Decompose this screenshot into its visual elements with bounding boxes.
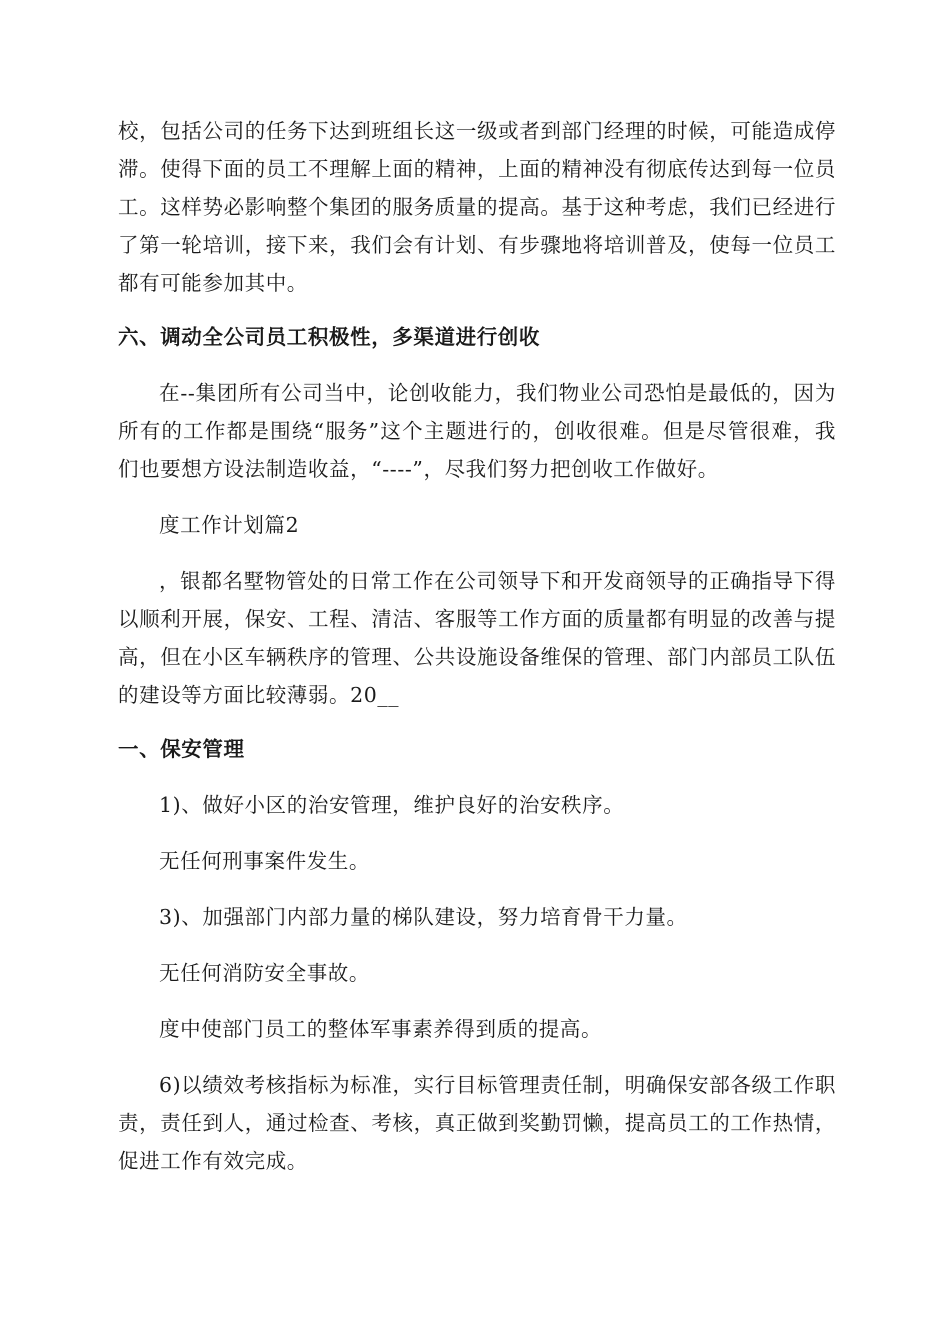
paragraph-summary: ，银都名墅物管处的日常工作在公司领导下和开发商领导的正确指导下得以顺利开展，保安、工程、清洁、客服等工作方面的质量都有明显的改善与提高，但在小区车辆秩序的管理、公共设施设备维保的管理、部门内部员工队伍的建设等方面比较薄弱。20__ xyxy=(118,569,836,707)
paragraph-revenue: 在--集团所有公司当中，论创收能力，我们物业公司恐怕是最低的，因为所有的工作都是围绕“服务”这个主题进行的，创收很难。但是尽管很难，我们也要想方设法制造收益，“----”，尽我们努力把创收工作做好。 xyxy=(118,381,836,481)
list-item-military-quality: 度中使部门员工的整体军事素养得到质的提高。 xyxy=(159,1017,603,1041)
list-item-no-criminal-case: 无任何刑事案件发生。 xyxy=(159,849,370,873)
list-item-1: 1)、做好小区的治安管理，维护良好的治安秩序。 xyxy=(159,793,625,817)
document-body xyxy=(118,112,836,1180)
list-item-6: 6)以绩效考核指标为标准，实行目标管理责任制，明确保安部各级工作职责，责任到人，通过检查、考核，真正做到奖勤罚懒，提高员工的工作热情，促进工作有效完成。 xyxy=(118,1073,836,1173)
section-heading-security: 一、保安管理 xyxy=(118,737,245,761)
section-heading-six: 六、调动全公司员工积极性，多渠道进行创收 xyxy=(118,325,540,349)
paragraph-training-continued: 校，包括公司的任务下达到班组长这一级或者到部门经理的时候，可能造成停滞。使得下面的员工不理解上面的精神，上面的精神没有彻底传达到每一位员工。这样势必影响整个集团的服务质量的提高。基于这种考虑，我们已经进行了第一轮培训，接下来，我们会有计划、有步骤地将培训普及，使每一位员工都有可能参加其中。 xyxy=(118,119,836,295)
plan-title: 度工作计划篇2 xyxy=(159,513,300,537)
list-item-no-fire-accident: 无任何消防安全事故。 xyxy=(159,961,370,985)
list-item-3: 3)、加强部门内部力量的梯队建设，努力培育骨干力量。 xyxy=(159,905,688,929)
